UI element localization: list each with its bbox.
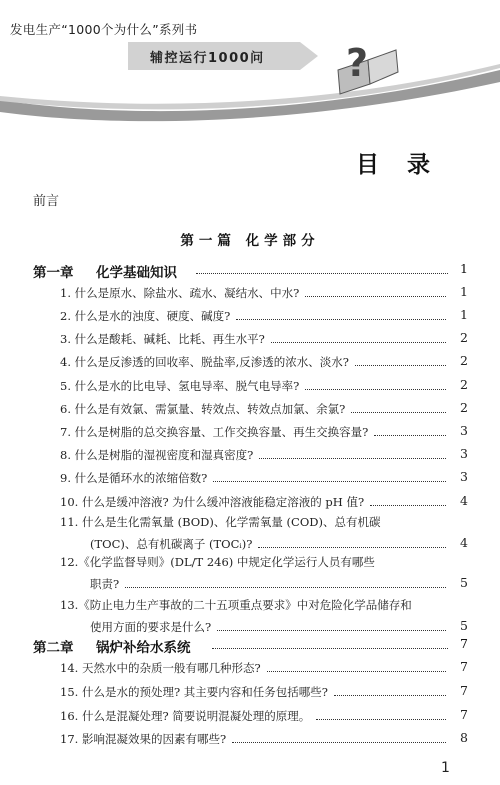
toc-item-text: 9. 什么是循环水的浓缩倍数? bbox=[60, 471, 208, 485]
dot-leader bbox=[316, 718, 446, 720]
toc-item-text: 11. 什么是生化需氧量 (BOD)、化学需氧量 (COD)、总有机碳 bbox=[60, 515, 381, 529]
dot-leader bbox=[232, 741, 446, 743]
dot-leader bbox=[271, 341, 446, 343]
book-title: 辅控运行1000问 bbox=[150, 51, 265, 66]
dot-leader bbox=[217, 629, 446, 631]
chapter-title: 化学基础知识 bbox=[96, 265, 177, 281]
dot-leader bbox=[267, 670, 446, 672]
toc-item-text: 8. 什么是树脂的湿视密度和湿真密度? bbox=[60, 448, 254, 462]
chapter-page-number: 7 bbox=[460, 636, 468, 651]
dot-leader bbox=[334, 694, 446, 696]
header-swoosh bbox=[0, 70, 500, 121]
series-title: 发电生产“1000个为什么”系列书 bbox=[10, 22, 198, 37]
dot-leader bbox=[196, 272, 448, 274]
toc-heading: 目录 bbox=[356, 152, 458, 178]
toc-item-page-number: 1 bbox=[460, 284, 468, 299]
toc-item-page-number: 4 bbox=[460, 493, 468, 508]
toc-item-page-number: 5 bbox=[460, 618, 468, 633]
toc-item-text: 10. 什么是缓冲溶液? 为什么缓冲溶液能稳定溶液的 pH 值? bbox=[60, 495, 365, 509]
chapter-label: 第一章 bbox=[33, 265, 74, 281]
dot-leader bbox=[351, 411, 446, 413]
toc-item-text: 16. 什么是混凝处理? 简要说明混凝处理的原理。 bbox=[60, 709, 311, 723]
svg-text:?: ? bbox=[346, 41, 369, 85]
chapter-page-number: 1 bbox=[460, 261, 468, 276]
part-title: 第一篇 化学部分 bbox=[180, 233, 320, 249]
toc-item-text: 13.《防止电力生产事故的二十五项重点要求》中对危险化学品储存和 bbox=[60, 598, 412, 612]
chapter-title: 锅炉补给水系统 bbox=[96, 640, 191, 656]
toc-item-text: 2. 什么是水的浊度、硬度、碱度? bbox=[60, 309, 231, 323]
toc-item-page-number: 2 bbox=[460, 353, 468, 368]
toc-item-text-continued: 职责? bbox=[90, 577, 120, 591]
toc-item-page-number: 3 bbox=[460, 423, 468, 438]
toc-item-page-number: 7 bbox=[460, 707, 468, 722]
toc-item-text: 7. 什么是树脂的总交换容量、工作交换容量、再生交换容量? bbox=[60, 425, 369, 439]
dot-leader bbox=[305, 388, 446, 390]
toc-item-page-number: 2 bbox=[460, 330, 468, 345]
toc-item-page-number: 2 bbox=[460, 377, 468, 392]
toc-item-text-continued: (TOC)、总有机碳离子 (TOCᵢ)? bbox=[90, 537, 253, 551]
toc-item-text: 1. 什么是原水、除盐水、疏水、凝结水、中水? bbox=[60, 286, 300, 300]
dot-leader bbox=[374, 434, 446, 436]
toc-item-page-number: 3 bbox=[460, 469, 468, 484]
toc-item-text: 15. 什么是水的预处理? 其主要内容和任务包括哪些? bbox=[60, 685, 328, 699]
toc-item-page-number: 4 bbox=[460, 535, 468, 550]
chapter-label: 第二章 bbox=[33, 640, 74, 656]
question-book-logo-icon bbox=[338, 41, 398, 94]
toc-item-page-number: 5 bbox=[460, 575, 468, 590]
dot-leader bbox=[213, 480, 446, 482]
toc-item-text: 17. 影响混凝效果的因素有哪些? bbox=[60, 732, 227, 746]
dot-leader bbox=[212, 647, 448, 649]
toc-preface[interactable]: 前言 bbox=[33, 194, 60, 209]
toc-item-text: 6. 什么是有效氯、需氯量、转效点、转效点加氯、余氯? bbox=[60, 402, 346, 416]
dot-leader bbox=[125, 586, 446, 588]
toc-item-page-number: 3 bbox=[460, 446, 468, 461]
toc-item-page-number: 2 bbox=[460, 400, 468, 415]
toc-item-text: 14. 天然水中的杂质一般有哪几种形态? bbox=[60, 661, 261, 675]
toc-item-text: 4. 什么是反渗透的回收率、脱盐率,反渗透的浓水、淡水? bbox=[60, 355, 349, 369]
toc-item-text: 5. 什么是水的比电导、氢电导率、脱气电导率? bbox=[60, 379, 300, 393]
dot-leader bbox=[236, 318, 446, 320]
dot-leader bbox=[355, 364, 446, 366]
toc-item-page-number: 8 bbox=[460, 730, 468, 745]
page-number: 1 bbox=[441, 760, 450, 776]
dot-leader bbox=[370, 504, 446, 506]
dot-leader bbox=[259, 457, 446, 459]
dot-leader bbox=[305, 295, 446, 297]
dot-leader bbox=[258, 546, 446, 548]
toc-item-page-number: 7 bbox=[460, 683, 468, 698]
toc-item-page-number: 7 bbox=[460, 659, 468, 674]
toc-item-text: 12.《化学监督导则》(DL/T 246) 中规定化学运行人员有哪些 bbox=[60, 555, 375, 569]
toc-item-text-continued: 使用方面的要求是什么? bbox=[90, 620, 212, 634]
toc-item-page-number: 1 bbox=[460, 307, 468, 322]
toc-item-text: 3. 什么是酸耗、碱耗、比耗、再生水平? bbox=[60, 332, 265, 346]
book-header bbox=[0, 0, 500, 140]
